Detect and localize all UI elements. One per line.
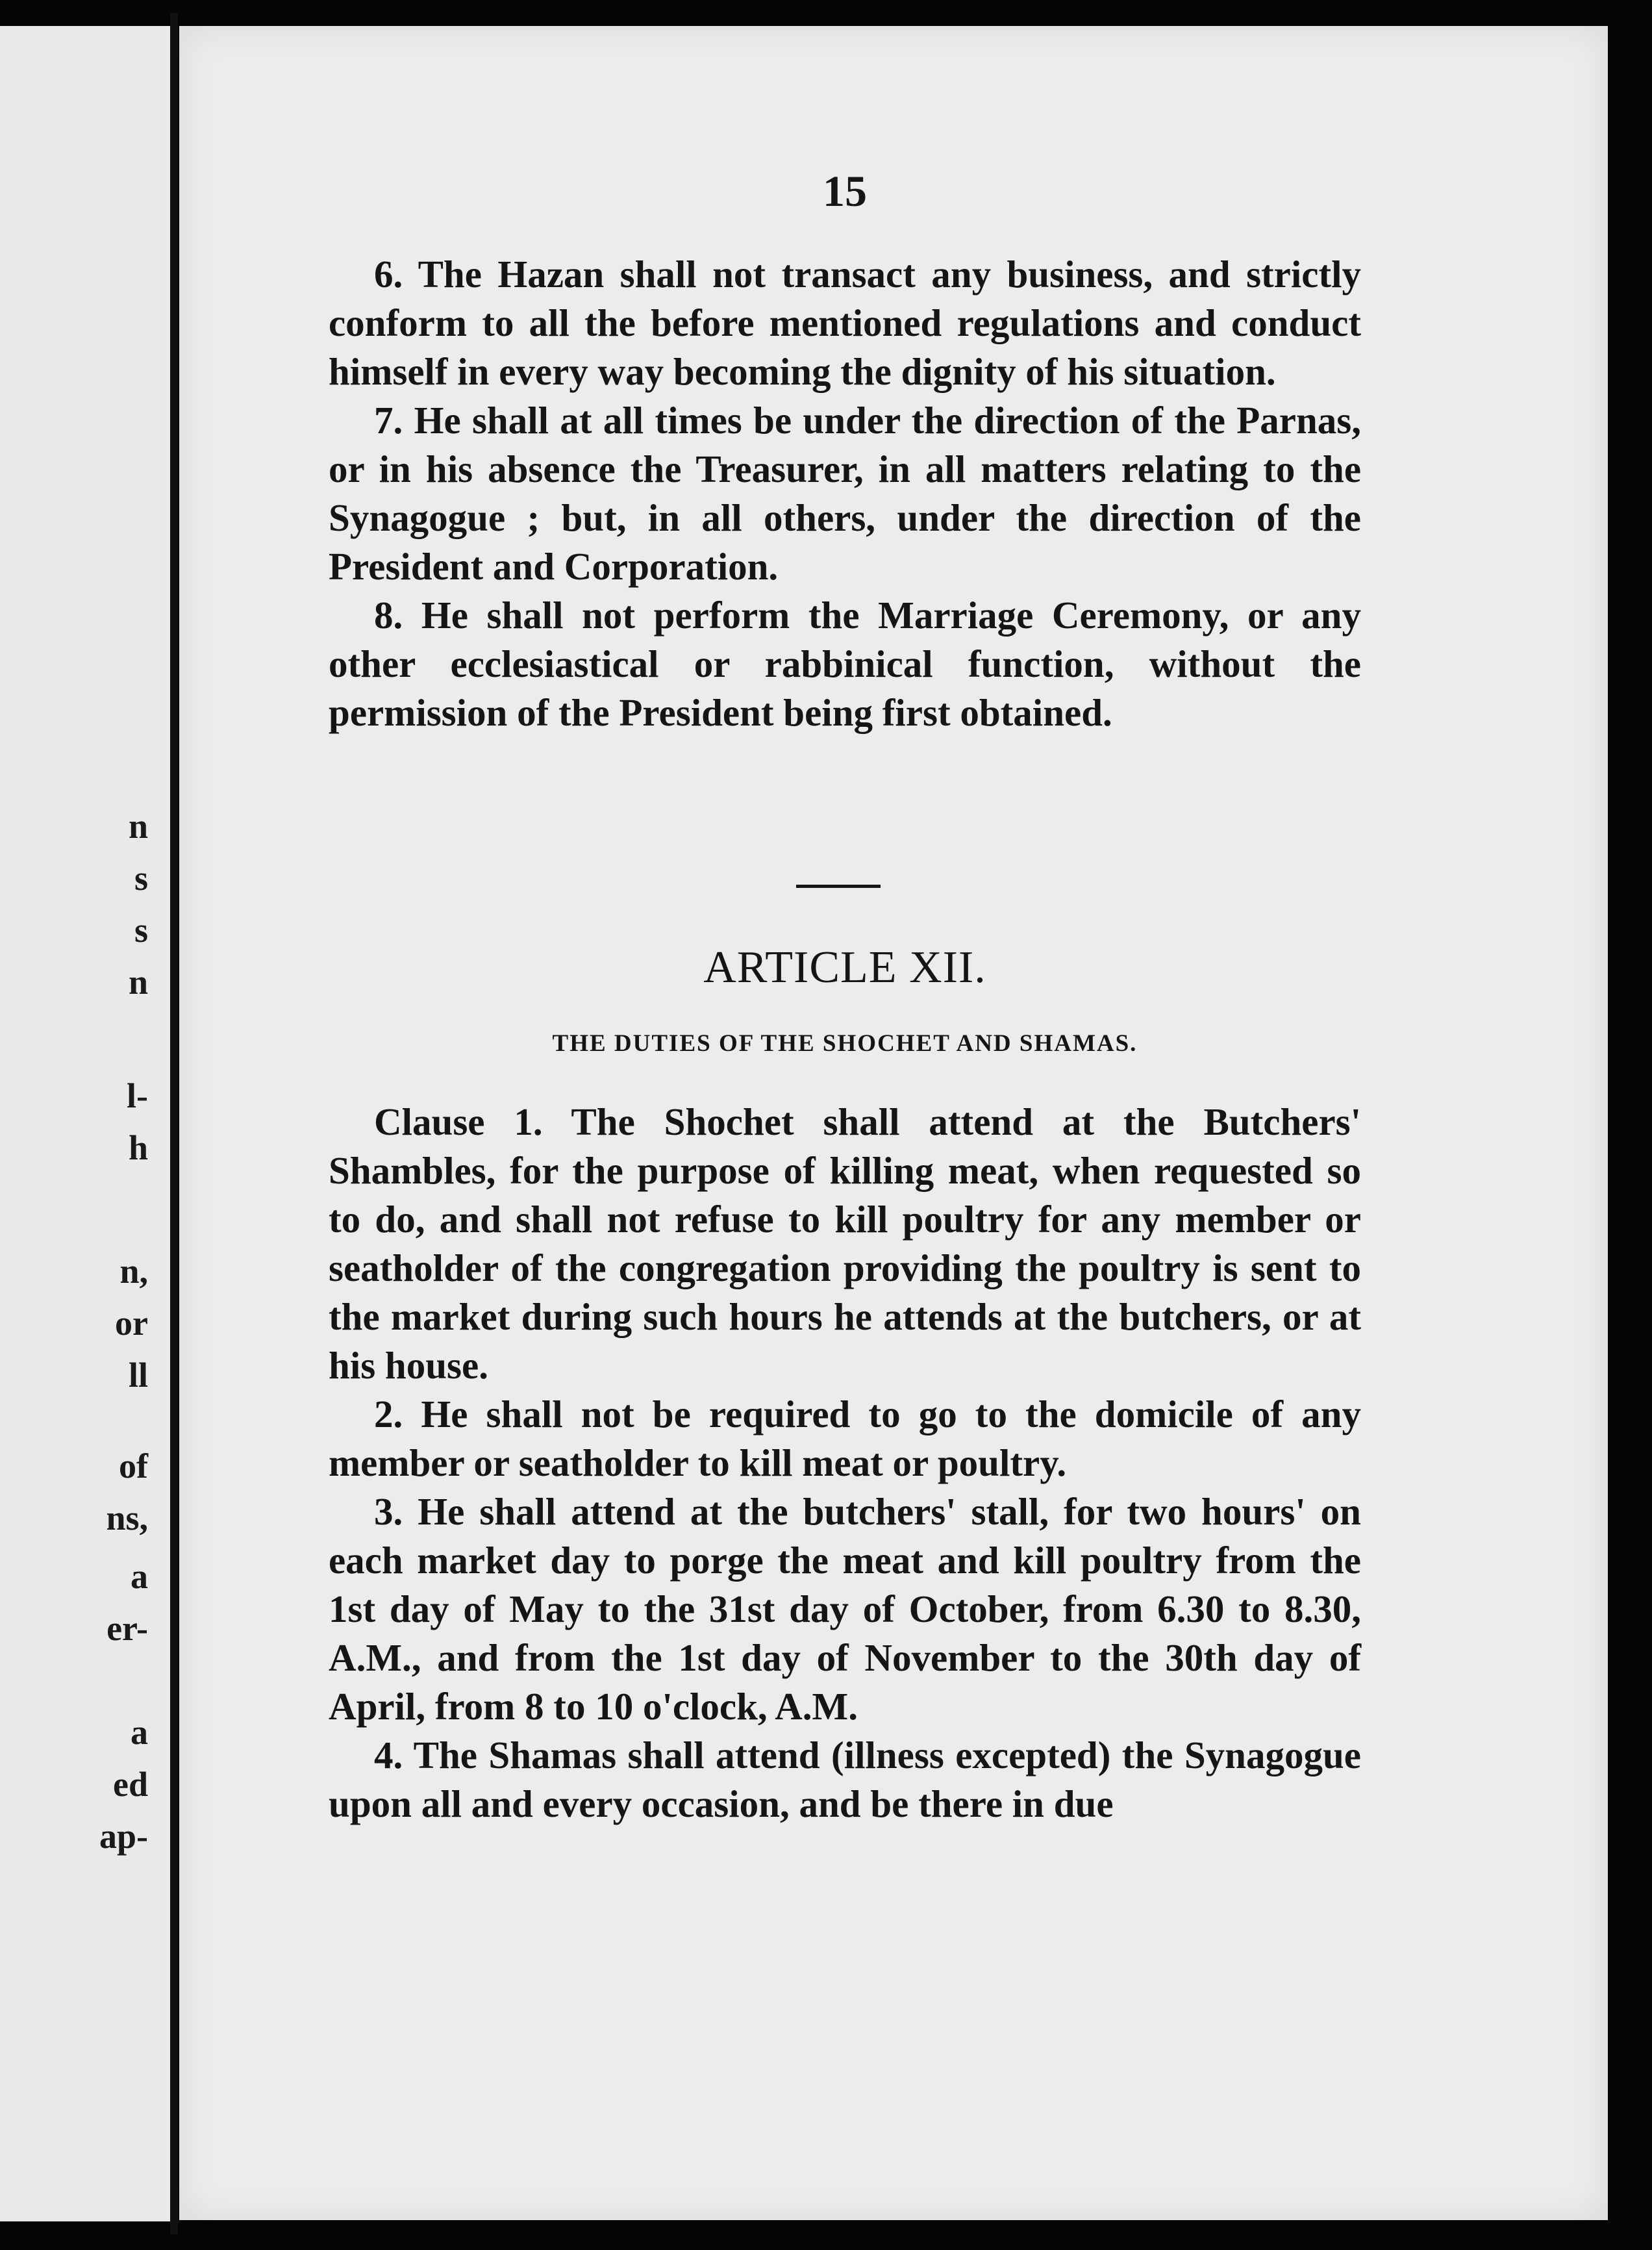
paragraph: 4. The Shamas shall attend (illness excepted) the Synagogue upon all and every occasion, and be there in due bbox=[329, 1734, 1361, 1825]
paragraph: 3. He shall attend at the butchers' stall, for two hours' on each market day to porge the meat and kill poultry from the 1st day of May to the 31st day of October, from 6.30 to 8.30, A.M., and from the 1st day of November to the 30th day of April, from 8 to 10 o'clock, A.M. bbox=[329, 1490, 1361, 1728]
paragraph: 7. He shall at all times be under the direction of the Parnas, or in his absence the Treasurer, in all matters relating to the Synagogue ; but, in all others, under the direction of the President and Corporation. bbox=[329, 399, 1361, 588]
left-page-fragment: ed bbox=[113, 1765, 148, 1804]
top-paragraphs bbox=[329, 250, 1361, 737]
paragraph: 6. The Hazan shall not transact any business, and strictly conform to all the before mentioned regulations and conduct himself in every way becoming the dignity of his situation. bbox=[329, 253, 1361, 393]
book-spine bbox=[170, 13, 178, 2234]
left-page-fragment: n bbox=[128, 807, 148, 846]
left-page-fragment: ns, bbox=[106, 1498, 148, 1537]
left-page-fragment: h bbox=[128, 1128, 148, 1167]
left-page-fragment: n, bbox=[119, 1252, 148, 1291]
left-page-fragment: a bbox=[131, 1713, 148, 1752]
left-page-fragment: ll bbox=[128, 1356, 148, 1395]
article-heading: ARTICLE XII. bbox=[703, 942, 986, 992]
paragraph: 8. He shall not perform the Marriage Ceremony, or any other ecclesiastical or rabbinical function, without the permission of the President being first obtained. bbox=[329, 594, 1361, 734]
left-page-fragment: l- bbox=[127, 1076, 148, 1115]
left-page-fragment: s bbox=[134, 911, 148, 950]
left-page-fragment: a bbox=[131, 1557, 148, 1596]
document-page bbox=[179, 26, 1608, 2220]
bottom-paragraphs bbox=[329, 1098, 1361, 1828]
left-page-fragment: n bbox=[128, 963, 148, 1002]
section-divider bbox=[796, 885, 881, 888]
section-heading: THE DUTIES OF THE SHOCHET AND SHAMAS. bbox=[552, 1030, 1138, 1057]
left-page-fragment: or bbox=[115, 1304, 148, 1343]
left-page-fragment: ap- bbox=[99, 1817, 148, 1856]
paragraph: Clause 1. The Shochet shall attend at the Butchers' Shambles, for the purpose of killing meat, when requested so to do, and shall not refuse to kill poultry for any member or seatholder of the congregation providing the poultry is sent to the market during such hours he attends at the butchers, or at his house. bbox=[329, 1100, 1361, 1387]
previous-page-sliver bbox=[0, 26, 174, 2221]
paragraph: 2. He shall not be required to go to the domicile of any member or seatholder to kill meat or poultry. bbox=[329, 1393, 1361, 1484]
page-number: 15 bbox=[823, 166, 867, 216]
left-page-fragment: of bbox=[119, 1447, 148, 1485]
left-page-fragment: s bbox=[134, 859, 148, 898]
left-page-fragment: er- bbox=[106, 1609, 148, 1648]
